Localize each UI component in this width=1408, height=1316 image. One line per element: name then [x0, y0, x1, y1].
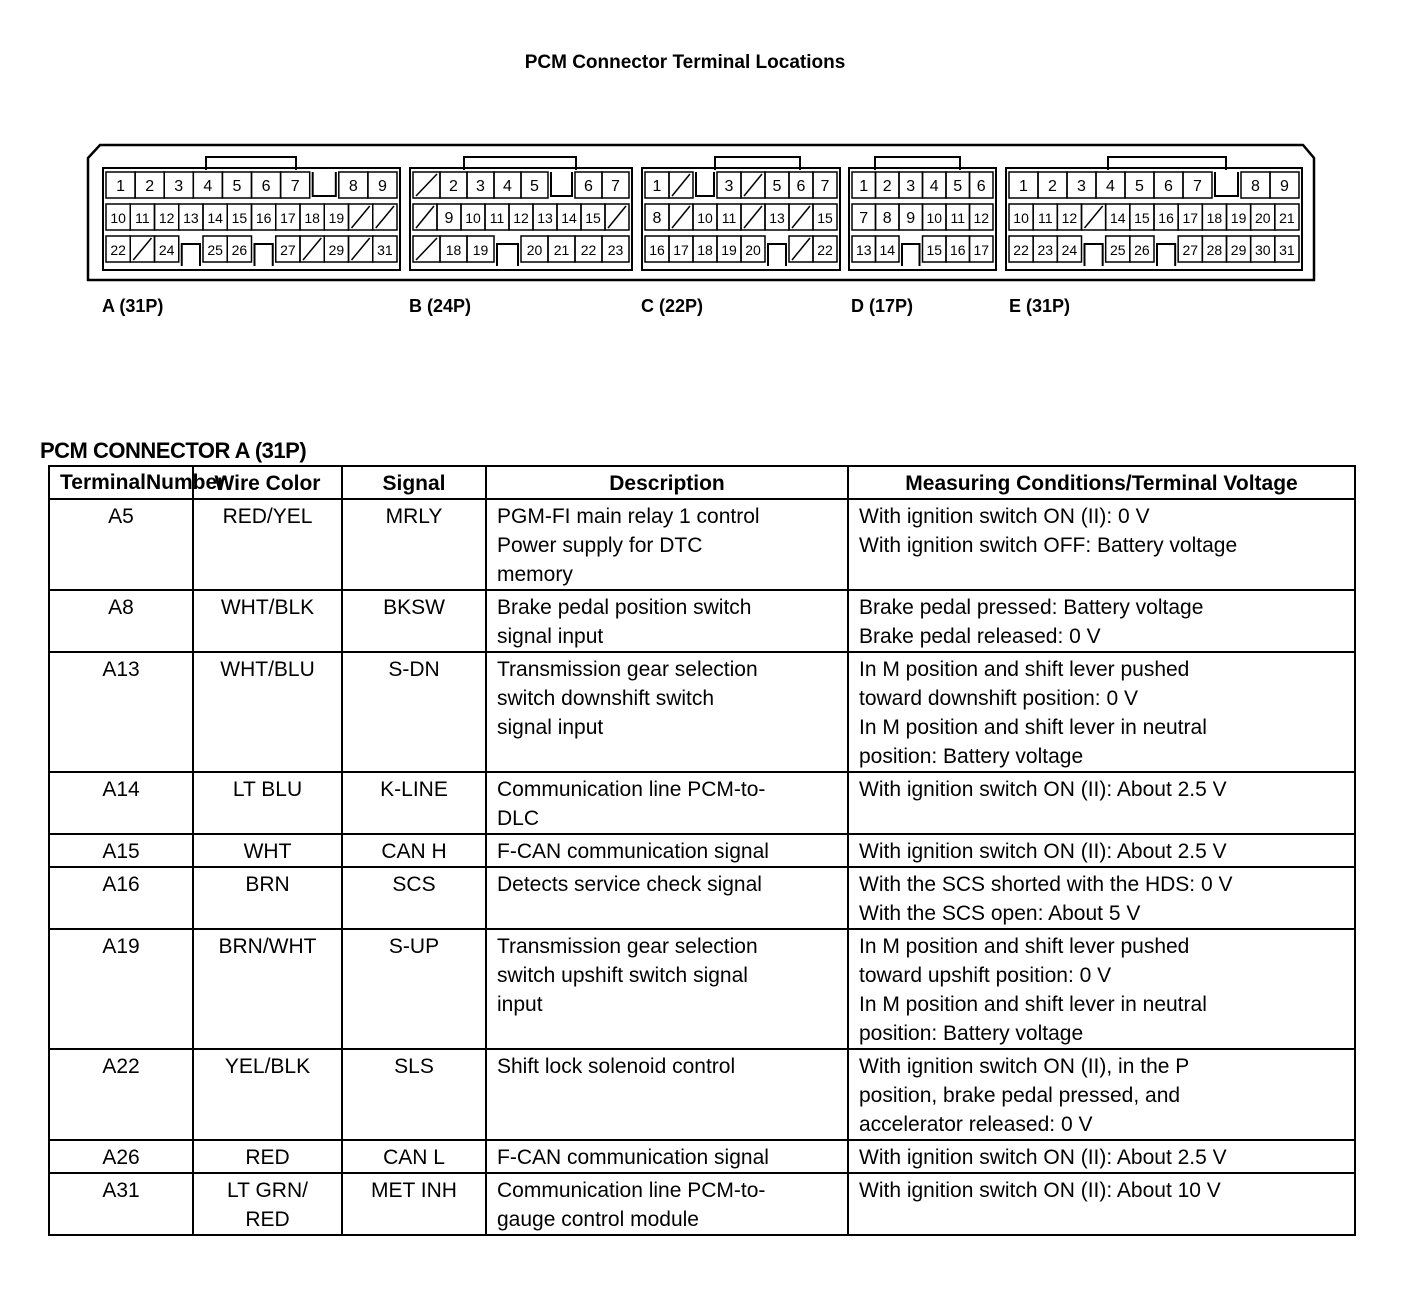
terminal-number: 20	[745, 242, 761, 258]
terminal-number: 18	[304, 210, 320, 226]
terminal-notch	[497, 244, 518, 266]
description-cell: Communication line PCM-to- gauge control module	[486, 1173, 848, 1235]
terminal-number: 16	[949, 242, 966, 258]
terminal-number: 1	[1019, 178, 1028, 195]
conditions-cell: Brake pedal pressed: Battery voltage Brake pedal released: 0 V	[848, 590, 1355, 652]
terminal-number: 9	[906, 210, 916, 227]
table-row	[49, 1049, 1355, 1140]
wire-color-cell: BRN	[193, 867, 342, 929]
terminal-number: 11	[135, 210, 150, 226]
terminal-number: 12	[973, 210, 990, 226]
terminal-number: 7	[611, 178, 620, 195]
description-cell: Transmission gear selection switch upshift switch signal input	[486, 929, 848, 1049]
connector-label-e: E (31P)	[1009, 296, 1071, 316]
description-cell: Detects service check signal	[486, 867, 848, 929]
terminal-number: 17	[280, 210, 296, 226]
terminal-number: 1	[859, 178, 869, 195]
terminal-number: 19	[721, 242, 737, 258]
terminal-number: 25	[207, 242, 223, 258]
table-row	[49, 1173, 1355, 1235]
wire-color-cell: BRN/WHT	[193, 929, 342, 1049]
conditions-cell: With ignition switch ON (II), in the P position, brake pedal pressed, and accelerator released: 0 V	[848, 1049, 1355, 1140]
terminal-number: 9	[377, 178, 387, 195]
terminal-number: 30	[1254, 242, 1271, 258]
terminal-number: 7	[820, 178, 830, 195]
unused-cavity-slash	[352, 238, 370, 260]
terminal-number: 8	[1251, 178, 1260, 195]
terminal-number: 17	[973, 242, 990, 258]
terminal-number: 29	[1230, 242, 1247, 258]
terminal-number: 1	[652, 178, 662, 195]
terminal-cell: A8	[49, 590, 193, 652]
terminal-number: 17	[1182, 210, 1199, 226]
unused-cavity-slash	[133, 238, 151, 260]
terminal-number: 13	[769, 210, 785, 226]
wire-color-cell: LT GRN/ RED	[193, 1173, 342, 1235]
wire-color-cell: WHT/BLU	[193, 652, 342, 772]
signal-cell: CAN L	[342, 1140, 486, 1173]
terminal-notch	[696, 172, 714, 196]
terminal-number: 12	[1061, 210, 1078, 226]
terminal-number: 26	[231, 242, 248, 258]
terminal-number: 6	[584, 178, 593, 195]
terminal-number: 19	[1230, 210, 1247, 226]
signal-cell: MRLY	[342, 499, 486, 590]
terminal-cell: A26	[49, 1140, 193, 1173]
conditions-cell: With ignition switch ON (II): About 2.5 V	[848, 834, 1355, 867]
terminal-notch	[1215, 172, 1238, 196]
wire-color-cell: YEL/BLK	[193, 1049, 342, 1140]
terminal-number: 19	[472, 242, 489, 258]
terminal-number: 7	[1193, 178, 1202, 195]
terminal-number: 21	[553, 242, 570, 258]
unused-cavity-slash	[672, 206, 690, 228]
unused-cavity-slash	[744, 174, 762, 196]
table-row	[49, 499, 1355, 590]
terminal-number: 14	[561, 210, 577, 226]
terminal-number: 5	[232, 178, 242, 195]
conditions-cell: With ignition switch ON (II): About 10 V	[848, 1173, 1355, 1235]
header-terminal: TerminalNumber	[49, 466, 193, 499]
terminal-number: 12	[158, 210, 175, 226]
terminal-number: 18	[445, 242, 462, 258]
terminal-number: 6	[976, 178, 986, 195]
table-row	[49, 1140, 1355, 1173]
terminal-number: 27	[280, 242, 296, 258]
terminal-cell: A19	[49, 929, 193, 1049]
description-cell: F-CAN communication signal	[486, 1140, 848, 1173]
terminal-number: 31	[377, 242, 393, 258]
terminal-number: 2	[1048, 178, 1057, 195]
unused-cavity-slash	[792, 206, 810, 228]
wire-color-cell: RED/YEL	[193, 499, 342, 590]
terminal-cell: A16	[49, 867, 193, 929]
unused-cavity-slash	[608, 206, 626, 228]
terminal-number: 10	[110, 210, 126, 226]
terminal-number: 6	[796, 178, 806, 195]
signal-cell: MET INH	[342, 1173, 486, 1235]
terminal-number: 10	[926, 210, 943, 226]
terminal-number: 22	[110, 242, 126, 258]
unused-cavity-slash	[744, 206, 762, 228]
unused-cavity-slash	[376, 206, 394, 228]
unused-cavity-slash	[1085, 206, 1103, 228]
terminal-number: 5	[1135, 178, 1144, 195]
connector-label-d: D (17P)	[851, 296, 914, 316]
terminal-number: 8	[882, 210, 892, 227]
connector-label-b: B (24P)	[409, 296, 472, 316]
terminal-notch	[255, 244, 273, 266]
terminal-number: 11	[721, 210, 737, 226]
terminal-notch	[768, 244, 786, 266]
wire-color-cell: WHT/BLK	[193, 590, 342, 652]
terminal-number: 23	[1037, 242, 1054, 258]
signal-cell: K-LINE	[342, 772, 486, 834]
connector-label-a: A (31P)	[102, 296, 164, 316]
terminal-number: 27	[1182, 242, 1199, 258]
terminal-number: 15	[926, 242, 943, 258]
terminal-number: 16	[255, 210, 272, 226]
terminal-number: 3	[724, 178, 734, 195]
terminal-number: 5	[772, 178, 782, 195]
terminal-number: 3	[174, 178, 184, 195]
conditions-cell: With ignition switch ON (II): About 2.5 V	[848, 772, 1355, 834]
terminal-cell: A22	[49, 1049, 193, 1140]
terminal-number: 13	[855, 242, 872, 258]
table-row	[49, 867, 1355, 929]
conditions-cell: In M position and shift lever pushed toward upshift position: 0 V In M position and shift lever in neutral position: Battery voltage	[848, 929, 1355, 1049]
conditions-cell: In M position and shift lever pushed toward downshift position: 0 V In M position and shift lever in neutral position: Battery voltage	[848, 652, 1355, 772]
terminal-number: 22	[1013, 242, 1029, 258]
table-row	[49, 652, 1355, 772]
terminal-number: 18	[697, 242, 713, 258]
terminal-number: 18	[1206, 210, 1223, 226]
terminal-number: 25	[1109, 242, 1126, 258]
unused-cavity-slash	[792, 238, 810, 260]
terminal-number: 12	[513, 210, 529, 226]
terminal-number: 10	[697, 210, 713, 226]
signal-cell: S-DN	[342, 652, 486, 772]
terminal-number: 29	[328, 242, 345, 258]
terminal-number: 9	[444, 210, 454, 227]
terminal-number: 11	[489, 210, 505, 226]
table-row	[49, 929, 1355, 1049]
terminal-table	[48, 465, 1356, 1236]
table-row	[49, 590, 1355, 652]
terminal-number: 14	[1109, 210, 1126, 226]
terminal-notch	[902, 244, 920, 266]
terminal-number: 3	[1077, 178, 1086, 195]
terminal-number: 6	[1164, 178, 1173, 195]
terminal-number: 16	[649, 242, 665, 258]
terminal-notch	[313, 172, 336, 196]
terminal-number: 4	[929, 178, 939, 195]
connector-label-c: C (22P)	[641, 296, 704, 316]
description-cell: Transmission gear selection switch downshift switch signal input	[486, 652, 848, 772]
terminal-number: 28	[1206, 242, 1223, 258]
terminal-number: 1	[116, 178, 126, 195]
unused-cavity-slash	[416, 238, 437, 260]
unused-cavity-slash	[672, 174, 690, 196]
terminal-number: 5	[530, 178, 539, 195]
terminal-cell: A31	[49, 1173, 193, 1235]
signal-cell: BKSW	[342, 590, 486, 652]
unused-cavity-slash	[416, 174, 437, 196]
unused-cavity-slash	[303, 238, 321, 260]
terminal-number: 21	[1279, 210, 1295, 226]
table-header-row	[49, 466, 1355, 499]
description-cell: Brake pedal position switch signal input	[486, 590, 848, 652]
signal-cell: S-UP	[342, 929, 486, 1049]
signal-cell: SLS	[342, 1049, 486, 1140]
terminal-number: 3	[476, 178, 485, 195]
terminal-number: 8	[652, 210, 662, 227]
terminal-number: 22	[817, 242, 833, 258]
terminal-number: 6	[261, 178, 271, 195]
terminal-notch	[1085, 244, 1103, 266]
description-cell: Communication line PCM-to- DLC	[486, 772, 848, 834]
wire-color-cell: RED	[193, 1140, 342, 1173]
terminal-number: 11	[1037, 210, 1053, 226]
signal-cell: SCS	[342, 867, 486, 929]
terminal-number: 4	[503, 178, 512, 195]
terminal-number: 16	[1158, 210, 1174, 226]
wire-color-cell: WHT	[193, 834, 342, 867]
signal-cell: CAN H	[342, 834, 486, 867]
terminal-number: 15	[585, 210, 601, 226]
terminal-number: 24	[1061, 242, 1078, 258]
terminal-number: 4	[1106, 178, 1115, 195]
header-conditions: Measuring Conditions/Terminal Voltage	[848, 466, 1355, 499]
terminal-number: 8	[348, 178, 358, 195]
description-cell: PGM-FI main relay 1 control Power supply for DTC memory	[486, 499, 848, 590]
terminal-number: 17	[673, 242, 689, 258]
header-signal: Signal	[342, 466, 486, 499]
page-title: PCM Connector Terminal Locations	[524, 52, 846, 73]
description-cell: Shift lock solenoid control	[486, 1049, 848, 1140]
terminal-number: 20	[526, 242, 543, 258]
terminal-number: 4	[203, 178, 213, 195]
terminal-number: 3	[906, 178, 916, 195]
conditions-cell: With ignition switch ON (II): About 2.5 V	[848, 1140, 1355, 1173]
terminal-notch	[551, 172, 572, 196]
terminal-number: 13	[183, 210, 199, 226]
unused-cavity-slash	[352, 206, 370, 228]
terminal-notch	[1157, 244, 1175, 266]
terminal-number: 5	[953, 178, 963, 195]
unused-cavity-slash	[416, 206, 434, 228]
terminal-number: 19	[328, 210, 345, 226]
terminal-cell: A15	[49, 834, 193, 867]
terminal-number: 15	[1134, 210, 1150, 226]
terminal-number: 15	[231, 210, 248, 226]
terminal-cell: A14	[49, 772, 193, 834]
terminal-number: 7	[859, 210, 869, 227]
terminal-cell: A5	[49, 499, 193, 590]
terminal-number: 24	[158, 242, 175, 258]
conditions-cell: With ignition switch ON (II): 0 V With ignition switch OFF: Battery voltage	[848, 499, 1355, 590]
terminal-number: 23	[607, 242, 624, 258]
terminal-number: 14	[879, 242, 896, 258]
terminal-number: 13	[537, 210, 553, 226]
terminal-number: 2	[145, 178, 155, 195]
terminal-number: 20	[1254, 210, 1271, 226]
terminal-number: 7	[290, 178, 300, 195]
terminal-number: 10	[1013, 210, 1029, 226]
table-row	[49, 772, 1355, 834]
table-title: PCM CONNECTOR A (31P)	[40, 438, 307, 463]
terminal-number: 15	[817, 210, 833, 226]
terminal-number: 2	[882, 178, 892, 195]
conditions-cell: With the SCS shorted with the HDS: 0 V With the SCS open: About 5 V	[848, 867, 1355, 929]
wire-color-cell: LT BLU	[193, 772, 342, 834]
connector-diagram	[0, 0, 1408, 300]
terminal-number: 11	[950, 210, 966, 226]
terminal-number: 14	[207, 210, 223, 226]
description-cell: F-CAN communication signal	[486, 834, 848, 867]
header-wire-color: Wire Color	[193, 466, 342, 499]
terminal-notch	[182, 244, 200, 266]
table-row	[49, 834, 1355, 867]
terminal-cell: A13	[49, 652, 193, 772]
header-description: Description	[486, 466, 848, 499]
terminal-number: 2	[449, 178, 458, 195]
terminal-number: 10	[465, 210, 481, 226]
terminal-number: 22	[580, 242, 597, 258]
terminal-number: 26	[1134, 242, 1150, 258]
terminal-number: 9	[1280, 178, 1289, 195]
terminal-number: 31	[1279, 242, 1295, 258]
